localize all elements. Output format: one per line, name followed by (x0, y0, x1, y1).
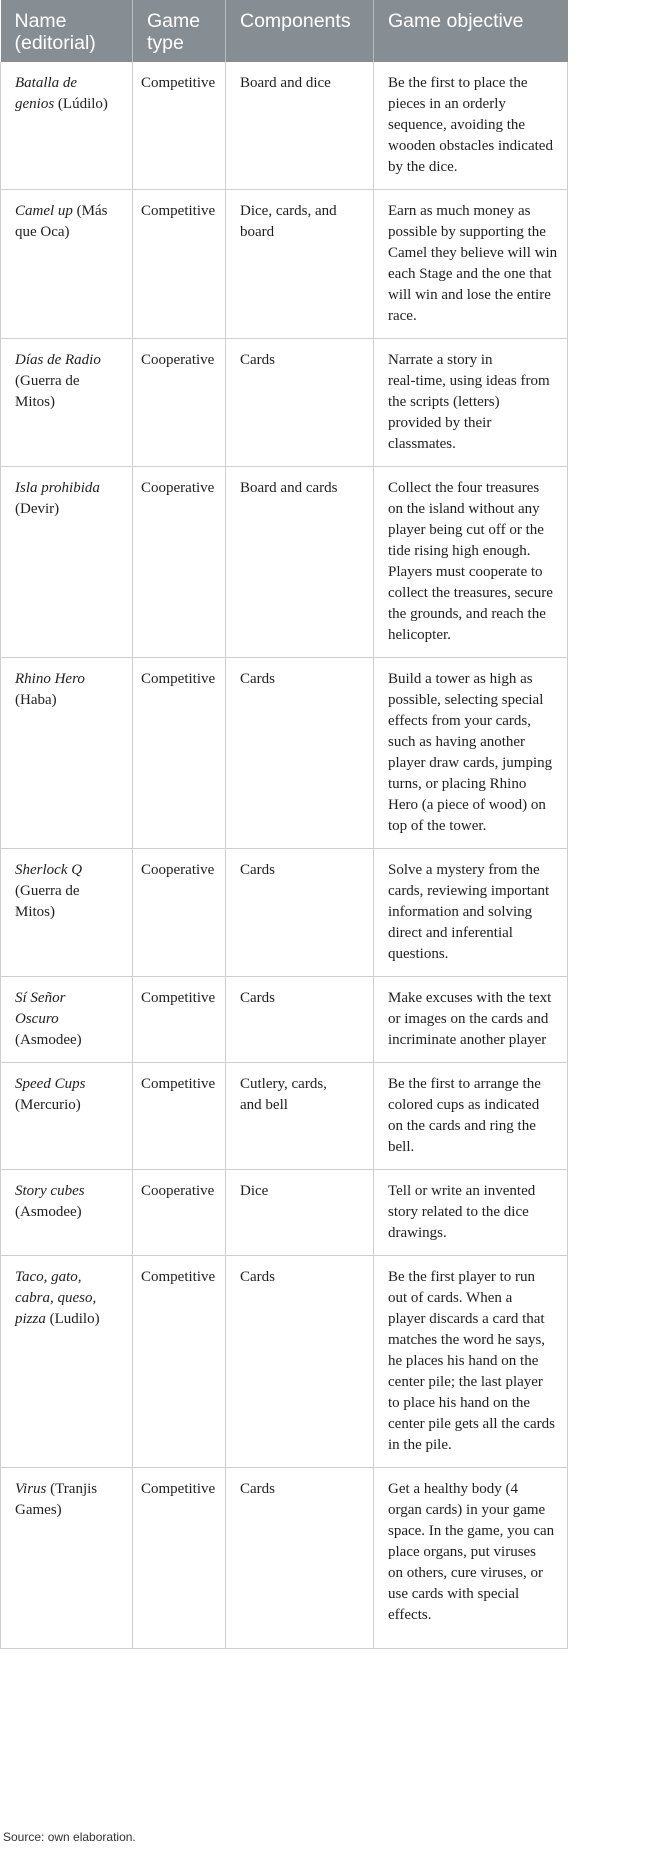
name-cell (1, 190, 133, 339)
name-cell (1, 1170, 133, 1256)
game-type-cell: Competitive (133, 1468, 226, 1649)
game-title: Story cubes (15, 1183, 85, 1199)
name-cell (1, 339, 133, 467)
components-cell: Cards (226, 658, 374, 849)
game-type-cell: Competitive (133, 1256, 226, 1468)
components-cell: Dice, cards, and board (226, 190, 374, 339)
game-type-cell: Cooperative (133, 1170, 226, 1256)
game-publisher: (Guerra de Mitos) (15, 883, 80, 920)
name-cell (1, 849, 133, 977)
game-title: Speed Cups (15, 1076, 86, 1092)
name-cell (1, 1256, 133, 1468)
game-publisher: (Tranjis Games) (15, 1481, 98, 1518)
game-publisher: (Guerra de Mitos) (15, 373, 80, 410)
objective-cell: Be the first to arrange the colored cups as indicated on the cards and ring the bell. (374, 1063, 568, 1170)
name-cell (1, 1063, 133, 1170)
components-cell: Dice (226, 1170, 374, 1256)
header-game-objective: Game objective (374, 0, 568, 62)
game-type-cell: Competitive (133, 190, 226, 339)
table-header-row (1, 0, 568, 62)
game-publisher: (Devir) (15, 501, 60, 517)
table-row (1, 339, 568, 467)
components-cell: Cards (226, 1256, 374, 1468)
game-publisher: (Lúdilo) (54, 96, 108, 112)
table-row (1, 977, 568, 1063)
header-components: Components (226, 0, 374, 62)
table-row (1, 62, 568, 190)
table-row (1, 849, 568, 977)
components-cell: Board and dice (226, 62, 374, 190)
game-publisher: (Ludilo) (45, 1311, 100, 1327)
game-type-cell: Cooperative (133, 339, 226, 467)
objective-cell: Be the first to place the pieces in an orderly sequence, avoiding the wooden obstacles indicated by the dice. (374, 62, 568, 190)
game-type-cell: Competitive (133, 1063, 226, 1170)
table-row (1, 1468, 568, 1649)
header-game-type: Game type (133, 0, 226, 62)
objective-cell: Get a healthy body (4 organ cards) in your game space. In the game, you can place organs, put viruses on others, cure viruses, or use cards with special effects. (374, 1468, 568, 1649)
components-cell: Cutlery, cards, and bell (226, 1063, 374, 1170)
name-cell (1, 62, 133, 190)
game-title: Isla prohibida (15, 480, 100, 496)
name-cell (1, 1468, 133, 1649)
components-cell: Cards (226, 977, 374, 1063)
game-publisher: (Más que Oca) (15, 203, 108, 240)
game-title: Sherlock Q (15, 862, 83, 878)
name-cell (1, 977, 133, 1063)
game-publisher: (Asmodee) (15, 1204, 82, 1220)
game-title: Sí Señor Oscuro (15, 990, 66, 1027)
table-row (1, 658, 568, 849)
game-title: Taco, gato, cabra, queso, pizza (15, 1269, 97, 1327)
game-publisher: (Mercurio) (15, 1097, 81, 1113)
header-name-editorial: Name (editorial) (1, 0, 133, 62)
table-row (1, 1063, 568, 1170)
name-cell (1, 467, 133, 658)
game-type-cell: Cooperative (133, 467, 226, 658)
table-row (1, 1170, 568, 1256)
game-type-cell: Cooperative (133, 849, 226, 977)
game-title: Días de Radio (15, 352, 101, 368)
table-row (1, 190, 568, 339)
game-title: Virus (15, 1481, 47, 1497)
table-row (1, 1256, 568, 1468)
objective-cell: Earn as much money as possible by supporting the Camel they believe will win each Stage and the one that will win and lose the entire race. (374, 190, 568, 339)
game-type-cell: Competitive (133, 658, 226, 849)
objective-cell: Narrate a story in real-time, using ideas from the scripts (letters) provided by their classmates. (374, 339, 568, 467)
objective-cell: Make excuses with the text or images on the cards and incriminate another player (374, 977, 568, 1063)
game-type-cell: Competitive (133, 977, 226, 1063)
source-note: Source: own elaboration. (3, 1830, 136, 1844)
game-publisher: (Haba) (15, 692, 57, 708)
game-title: Batalla de genios (15, 75, 78, 112)
objective-cell: Tell or write an invented story related to the dice drawings. (374, 1170, 568, 1256)
game-publisher: (Asmodee) (15, 1032, 82, 1048)
components-cell: Board and cards (226, 467, 374, 658)
table-row (1, 467, 568, 658)
objective-cell: Solve a mystery from the cards, reviewing important information and solving direct and inferential questions. (374, 849, 568, 977)
objective-cell: Collect the four treasures on the island without any player being cut off or the tide rising high enough. Players must cooperate to collect the treasures, secure the grounds, and reach the helicopter. (374, 467, 568, 658)
objective-cell: Build a tower as high as possible, selecting special effects from your cards, such as having another player draw cards, jumping turns, or placing Rhino Hero (a piece of wood) on top of the tower. (374, 658, 568, 849)
game-title: Camel up (15, 203, 73, 219)
objective-cell: Be the first player to run out of cards. When a player discards a card that matches the word he says, he places his hand on the center pile; the last player to place his hand on the center pile gets all the cards in the pile. (374, 1256, 568, 1468)
game-title: Rhino Hero (15, 671, 85, 687)
game-type-cell: Competitive (133, 62, 226, 190)
name-cell (1, 658, 133, 849)
components-cell: Cards (226, 1468, 374, 1649)
components-cell: Cards (226, 849, 374, 977)
components-cell: Cards (226, 339, 374, 467)
